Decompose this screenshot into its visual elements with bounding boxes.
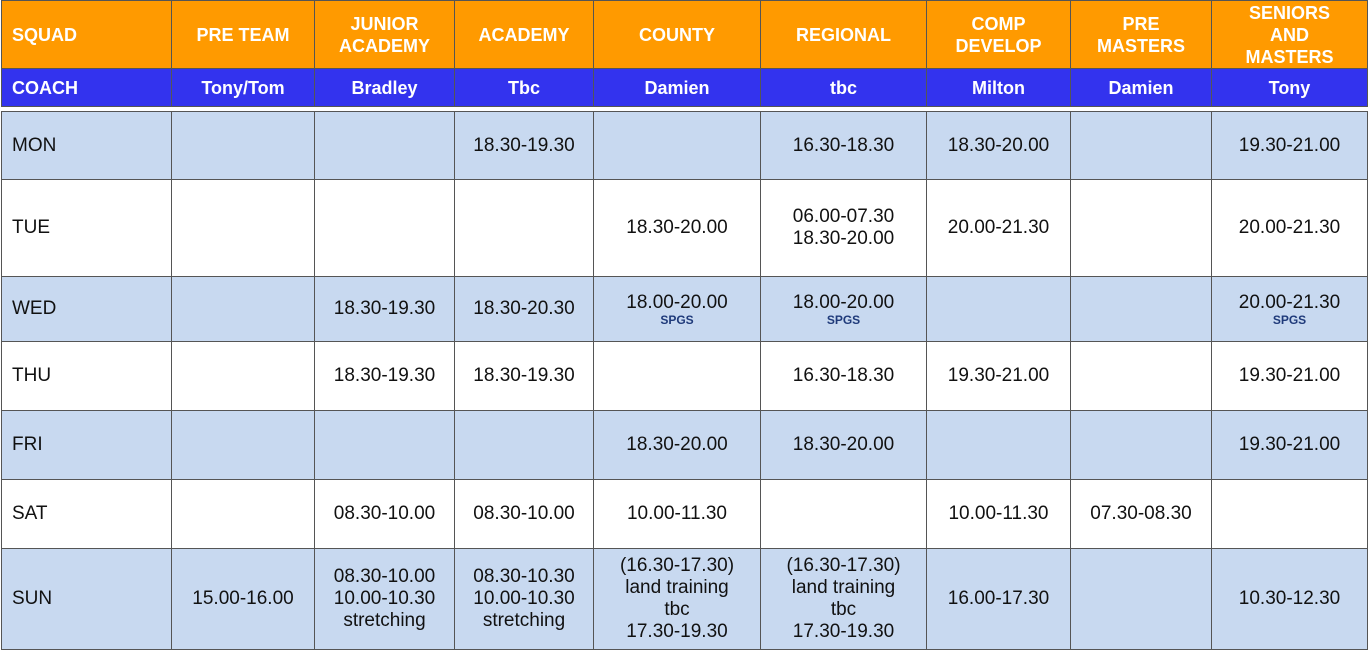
session-time: 17.30-19.30 bbox=[626, 621, 728, 642]
session-time: 20.00-21.30 bbox=[1238, 217, 1341, 238]
session-time: 08.30-10.00 bbox=[333, 503, 436, 524]
session-time: 10.30-12.30 bbox=[1238, 588, 1341, 609]
session-cell bbox=[455, 549, 594, 650]
session-cell bbox=[1071, 342, 1212, 411]
session-time: stretching bbox=[343, 610, 426, 631]
session-cell bbox=[761, 180, 927, 277]
day-label: FRI bbox=[2, 411, 172, 480]
session-cell bbox=[927, 180, 1071, 277]
session-time: 06.00-07.30 bbox=[792, 206, 895, 227]
session-cell bbox=[594, 277, 761, 342]
session-time: 07.30-08.30 bbox=[1090, 503, 1192, 524]
session-time: 15.00-16.00 bbox=[192, 588, 294, 609]
squad-junior-academy bbox=[315, 1, 455, 69]
coach-label: COACH bbox=[2, 69, 172, 107]
coach-name: Tbc bbox=[455, 69, 594, 107]
squad-seniors-and-masters bbox=[1212, 1, 1368, 69]
session-time: 16.30-18.30 bbox=[792, 365, 895, 386]
session-time: stretching bbox=[482, 610, 566, 631]
session-cell bbox=[594, 411, 761, 480]
session-cell bbox=[172, 549, 315, 650]
session-cell bbox=[761, 549, 927, 650]
squad-academy: ACADEMY bbox=[455, 1, 594, 69]
session-time: 18.30-19.30 bbox=[333, 365, 436, 386]
session-cell bbox=[315, 342, 455, 411]
day-label: SAT bbox=[2, 480, 172, 549]
session-time: 19.30-21.00 bbox=[1238, 134, 1341, 156]
session-time: 18.30-20.00 bbox=[626, 434, 728, 455]
session-time: (16.30-17.30) bbox=[786, 555, 901, 576]
session-cell bbox=[315, 112, 455, 180]
session-time: 18.30-20.00 bbox=[947, 134, 1050, 156]
session-time: 16.00-17.30 bbox=[947, 588, 1050, 609]
session-cell bbox=[927, 112, 1071, 180]
session-cell bbox=[315, 480, 455, 549]
session-cell bbox=[172, 342, 315, 411]
squad-junior-academy-label: JUNIOR ACADEMY bbox=[338, 13, 430, 56]
session-time: 16.30-18.30 bbox=[792, 134, 895, 156]
session-cell bbox=[1212, 549, 1368, 650]
session-cell bbox=[455, 112, 594, 180]
session-time: 17.30-19.30 bbox=[792, 621, 895, 642]
session-cell bbox=[455, 277, 594, 342]
coach-name: Bradley bbox=[315, 69, 455, 107]
session-time: 18.30-20.00 bbox=[626, 217, 728, 238]
squad-label: SQUAD bbox=[2, 1, 172, 69]
session-time: 10.00-11.30 bbox=[948, 503, 1049, 524]
session-time: 10.00-10.30 bbox=[333, 588, 436, 609]
session-cell bbox=[927, 342, 1071, 411]
session-cell bbox=[455, 180, 594, 277]
session-time: (16.30-17.30) bbox=[619, 555, 735, 576]
session-cell bbox=[1071, 480, 1212, 549]
coach-name: Tony bbox=[1212, 69, 1368, 107]
session-cell bbox=[761, 480, 927, 549]
session-time: 19.30-21.00 bbox=[947, 365, 1050, 386]
session-cell bbox=[1212, 180, 1368, 277]
session-cell bbox=[1071, 411, 1212, 480]
coach-name: Damien bbox=[594, 69, 761, 107]
session-time: 10.00-11.30 bbox=[626, 503, 727, 524]
session-time: tbc bbox=[664, 599, 690, 620]
day-row-sun bbox=[2, 549, 1368, 650]
day-row-tue bbox=[2, 180, 1368, 277]
squad-county: COUNTY bbox=[594, 1, 761, 69]
session-time: 18.30-20.00 bbox=[792, 228, 895, 249]
coach-name: Damien bbox=[1071, 69, 1212, 107]
session-time: 18.00-20.00 bbox=[792, 291, 895, 313]
squad-pre-team: PRE TEAM bbox=[172, 1, 315, 69]
session-cell bbox=[1071, 112, 1212, 180]
day-label: MON bbox=[2, 112, 172, 180]
day-label: THU bbox=[2, 342, 172, 411]
session-cell bbox=[1212, 342, 1368, 411]
session-cell bbox=[594, 180, 761, 277]
squad-pre-masters-label: PRE MASTERS bbox=[1096, 13, 1185, 56]
session-cell bbox=[594, 549, 761, 650]
session-time: 18.30-19.30 bbox=[473, 365, 575, 386]
session-cell bbox=[1212, 411, 1368, 480]
squad-seniors-and-masters-label: SENIORS AND MASTERS bbox=[1245, 2, 1334, 67]
venue-note: SPGS bbox=[1272, 312, 1307, 327]
session-time: 18.00-20.00 bbox=[626, 291, 728, 313]
session-time: 08.30-10.00 bbox=[333, 566, 436, 587]
training-schedule-table bbox=[1, 0, 1368, 650]
session-cell bbox=[1212, 480, 1368, 549]
day-label: TUE bbox=[2, 180, 172, 277]
session-cell bbox=[455, 480, 594, 549]
session-cell bbox=[1212, 277, 1368, 342]
day-row-fri bbox=[2, 411, 1368, 480]
session-cell bbox=[1071, 180, 1212, 277]
coach-name: Tony/Tom bbox=[172, 69, 315, 107]
session-cell bbox=[455, 342, 594, 411]
squad-header-row bbox=[2, 1, 1368, 69]
session-cell bbox=[172, 411, 315, 480]
coach-name: tbc bbox=[761, 69, 927, 107]
squad-comp-develop-label: COMP DEVELOP bbox=[955, 13, 1042, 56]
session-cell bbox=[315, 549, 455, 650]
session-cell bbox=[315, 277, 455, 342]
session-cell bbox=[927, 480, 1071, 549]
session-time: 18.30-19.30 bbox=[473, 134, 575, 156]
session-cell bbox=[594, 342, 761, 411]
day-row-sat bbox=[2, 480, 1368, 549]
day-label: SUN bbox=[2, 549, 172, 650]
session-time: 20.00-21.30 bbox=[947, 217, 1050, 238]
session-cell bbox=[761, 277, 927, 342]
day-row-wed bbox=[2, 277, 1368, 342]
session-cell bbox=[172, 480, 315, 549]
session-time: 08.30-10.00 bbox=[473, 503, 575, 524]
coach-row bbox=[2, 69, 1368, 107]
session-cell bbox=[315, 411, 455, 480]
squad-pre-masters bbox=[1071, 1, 1212, 69]
day-row-thu bbox=[2, 342, 1368, 411]
session-cell bbox=[594, 112, 761, 180]
venue-note: SPGS bbox=[660, 312, 694, 327]
session-cell bbox=[315, 180, 455, 277]
session-cell bbox=[594, 480, 761, 549]
session-time: land training bbox=[791, 577, 896, 598]
session-cell bbox=[761, 342, 927, 411]
session-cell bbox=[172, 277, 315, 342]
session-time: 20.00-21.30 bbox=[1238, 291, 1341, 313]
session-cell bbox=[761, 411, 927, 480]
squad-comp-develop bbox=[927, 1, 1071, 69]
session-cell bbox=[172, 180, 315, 277]
session-cell bbox=[172, 112, 315, 180]
session-cell bbox=[927, 549, 1071, 650]
session-cell bbox=[927, 411, 1071, 480]
session-time: 08.30-10.30 bbox=[473, 566, 575, 587]
session-time: 18.30-20.00 bbox=[792, 434, 895, 455]
session-time: 18.30-19.30 bbox=[333, 298, 436, 319]
session-time: 18.30-20.30 bbox=[473, 298, 575, 319]
session-cell bbox=[761, 112, 927, 180]
coach-name: Milton bbox=[927, 69, 1071, 107]
session-time: tbc bbox=[830, 599, 857, 620]
session-time: land training bbox=[625, 577, 729, 598]
session-cell bbox=[1071, 549, 1212, 650]
session-time: 19.30-21.00 bbox=[1238, 434, 1341, 455]
session-cell bbox=[927, 277, 1071, 342]
session-cell bbox=[1071, 277, 1212, 342]
day-label: WED bbox=[2, 277, 172, 342]
day-row-mon bbox=[2, 112, 1368, 180]
session-cell bbox=[1212, 112, 1368, 180]
squad-regional: REGIONAL bbox=[761, 1, 927, 69]
venue-note: SPGS bbox=[826, 312, 861, 327]
session-time: 10.00-10.30 bbox=[473, 588, 575, 609]
session-time: 19.30-21.00 bbox=[1238, 365, 1341, 386]
session-cell bbox=[455, 411, 594, 480]
